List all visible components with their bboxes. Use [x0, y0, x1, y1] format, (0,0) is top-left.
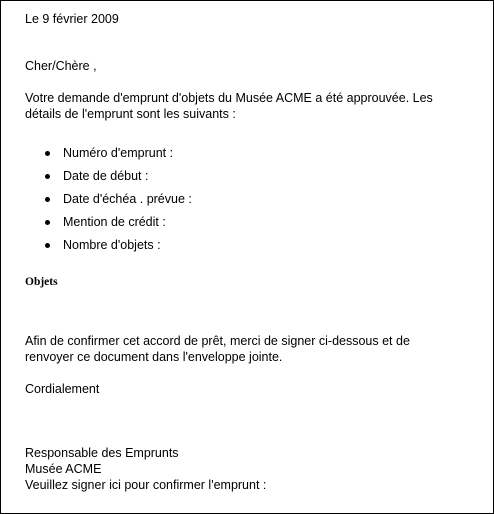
detail-due-date: Date d'échéa . prévue : [63, 192, 192, 206]
bullet-icon [45, 174, 50, 179]
list-item [25, 237, 192, 260]
signature-prompt: Veuillez signer ici pour confirmer l'emprunt : [25, 478, 267, 492]
list-item [25, 214, 192, 237]
list-item [25, 168, 192, 191]
intro-line: Votre demande d'emprunt d'objets du Musée ACME a été approuvée. Les [25, 91, 433, 105]
confirm-line: renvoyer ce document dans l'enveloppe jointe. [25, 350, 283, 364]
intro-paragraph [25, 90, 487, 122]
bullet-icon [45, 197, 50, 202]
signature-organization: Musée ACME [25, 462, 102, 476]
bullet-icon [45, 220, 50, 225]
section-title-objects: Objets [25, 276, 58, 288]
letter-date: Le 9 février 2009 [25, 12, 119, 26]
closing: Cordialement [25, 382, 100, 396]
list-item [25, 145, 192, 168]
list-item [25, 191, 192, 214]
confirm-paragraph [25, 333, 475, 365]
loan-details-list [25, 145, 192, 260]
detail-start-date: Date de début : [63, 169, 149, 183]
detail-loan-number: Numéro d'emprunt : [63, 146, 174, 160]
greeting: Cher/Chère , [25, 59, 97, 73]
detail-credit-line: Mention de crédit : [63, 215, 166, 229]
bullet-icon [45, 243, 50, 248]
signature-role: Responsable des Emprunts [25, 446, 179, 460]
detail-object-count: Nombre d'objets : [63, 238, 161, 252]
bullet-icon [45, 151, 50, 156]
confirm-line: Afin de confirmer cet accord de prêt, merci de signer ci-dessous et de [25, 334, 410, 348]
intro-line: détails de l'emprunt sont les suivants : [25, 107, 236, 121]
